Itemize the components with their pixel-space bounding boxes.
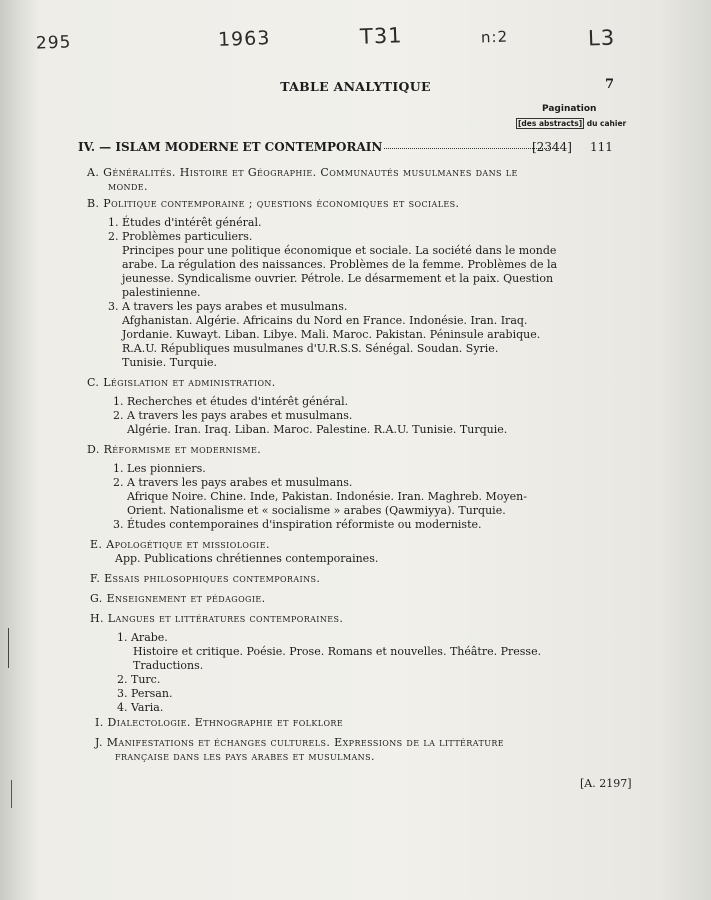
toc-item: 1. Les pionniers. [113, 462, 206, 475]
toc-item: 2. Turc. [117, 673, 161, 686]
toc-heading-b: B. Politique contemporaine ; questions économiques et sociales. [87, 197, 460, 210]
toc-heading-j: J. Manifestations et échanges culturels. Expressions de la littérature [95, 736, 504, 749]
toc-heading-i: I. Dialectologie. Ethnographie et folklore [95, 716, 344, 729]
toc-item: 3. Persan. [117, 687, 173, 700]
section-page: 111 [590, 140, 613, 154]
toc-detail: Afrique Noire. Chine. Inde, Pakistan. Indonésie. Iran. Maghreb. Moyen- [127, 490, 527, 503]
handwritten-note-295: 295 [35, 32, 72, 54]
section-numeral: IV. — [78, 140, 112, 154]
toc-detail: Algérie. Iran. Iraq. Liban. Maroc. Palestine. R.A.U. Tunisie. Turquie. [127, 423, 508, 436]
toc-item: 3. A travers les pays arabes et musulmans. [108, 300, 348, 313]
scan-edge-mark [11, 780, 12, 808]
toc-item: 4. Varia. [117, 701, 164, 714]
handwritten-note-number: n:2 [480, 27, 509, 47]
handwritten-note-code: T31 [359, 23, 403, 49]
toc-detail: Tunisie. Turquie. [122, 356, 218, 369]
toc-detail: R.A.U. Républiques musulmanes d'U.R.S.S. Sénégal. Soudan. Syrie. [122, 342, 499, 355]
section-ref: [2344] [532, 140, 572, 154]
toc-detail: Orient. Nationalisme et « socialisme » arabes (Qawmiyya). Turquie. [127, 504, 506, 517]
pagination-label: Pagination [542, 104, 597, 114]
toc-detail: Jordanie. Kuwayt. Liban. Libye. Mali. Maroc. Pakistan. Péninsule arabique. [122, 328, 541, 341]
pagination-sub-boxed: [des abstracts] [518, 119, 583, 128]
toc-heading-c: C. Législation et administration. [87, 376, 276, 389]
toc-heading-g: G. Enseignement et pédagogie. [90, 592, 266, 605]
citation-reference: [A. 2197] [580, 777, 632, 790]
toc-detail: jeunesse. Syndicalisme ouvrier. Pétrole. Le désarmement et la paix. Question [122, 272, 554, 285]
handwritten-note-l3: L3 [587, 25, 616, 51]
toc-detail: Traductions. [133, 659, 204, 672]
toc-item: 2. A travers les pays arabes et musulmans. [113, 409, 353, 422]
pagination-sub-tail: du cahier [584, 119, 627, 128]
toc-item: 2. Problèmes particuliers. [108, 230, 253, 243]
toc-detail: Principes pour une politique économique et sociale. La société dans le monde [122, 244, 557, 257]
toc-heading-a-cont: monde. [108, 180, 148, 193]
toc-detail: Afghanistan. Algérie. Africains du Nord en France. Indonésie. Iran. Iraq. [122, 314, 528, 327]
toc-heading-e: E. Apologétique et missiologie. [90, 538, 270, 551]
toc-detail: Histoire et critique. Poésie. Prose. Romans et nouvelles. Théâtre. Presse. [133, 645, 542, 658]
page-title: TABLE ANALYTIQUE [280, 79, 431, 94]
toc-heading-j-cont: française dans les pays arabes et musulmans. [115, 750, 375, 763]
toc-item: 1. Études d'intérêt général. [108, 216, 262, 229]
toc-item: 1. Arabe. [117, 631, 168, 644]
section-heading [78, 140, 618, 154]
handwritten-note-year: 1963 [217, 27, 271, 51]
toc-item: 2. A travers les pays arabes et musulmans. [113, 476, 353, 489]
toc-heading-a: A. Généralités. Histoire et Géographie. Communautés musulmanes dans le [87, 166, 518, 179]
pagination-sublabel [516, 119, 626, 128]
section-title: ISLAM MODERNE ET CONTEMPORAIN [115, 140, 383, 154]
toc-heading-h: H. Langues et littératures contemporaines. [90, 612, 344, 625]
toc-detail: arabe. La régulation des naissances. Problèmes de la femme. Problèmes de la [122, 258, 558, 271]
toc-detail: palestinienne. [122, 286, 201, 299]
toc-item: 3. Études contemporaines d'inspiration réformiste ou moderniste. [113, 518, 482, 531]
toc-detail: App. Publications chrétiennes contemporaines. [115, 552, 379, 565]
toc-heading-f: F. Essais philosophiques contemporains. [90, 572, 321, 585]
page-number: 7 [605, 77, 615, 92]
scan-edge-mark [8, 628, 9, 668]
toc-item: 1. Recherches et études d'intérêt général. [113, 395, 349, 408]
toc-heading-d: D. Réformisme et modernisme. [87, 443, 262, 456]
